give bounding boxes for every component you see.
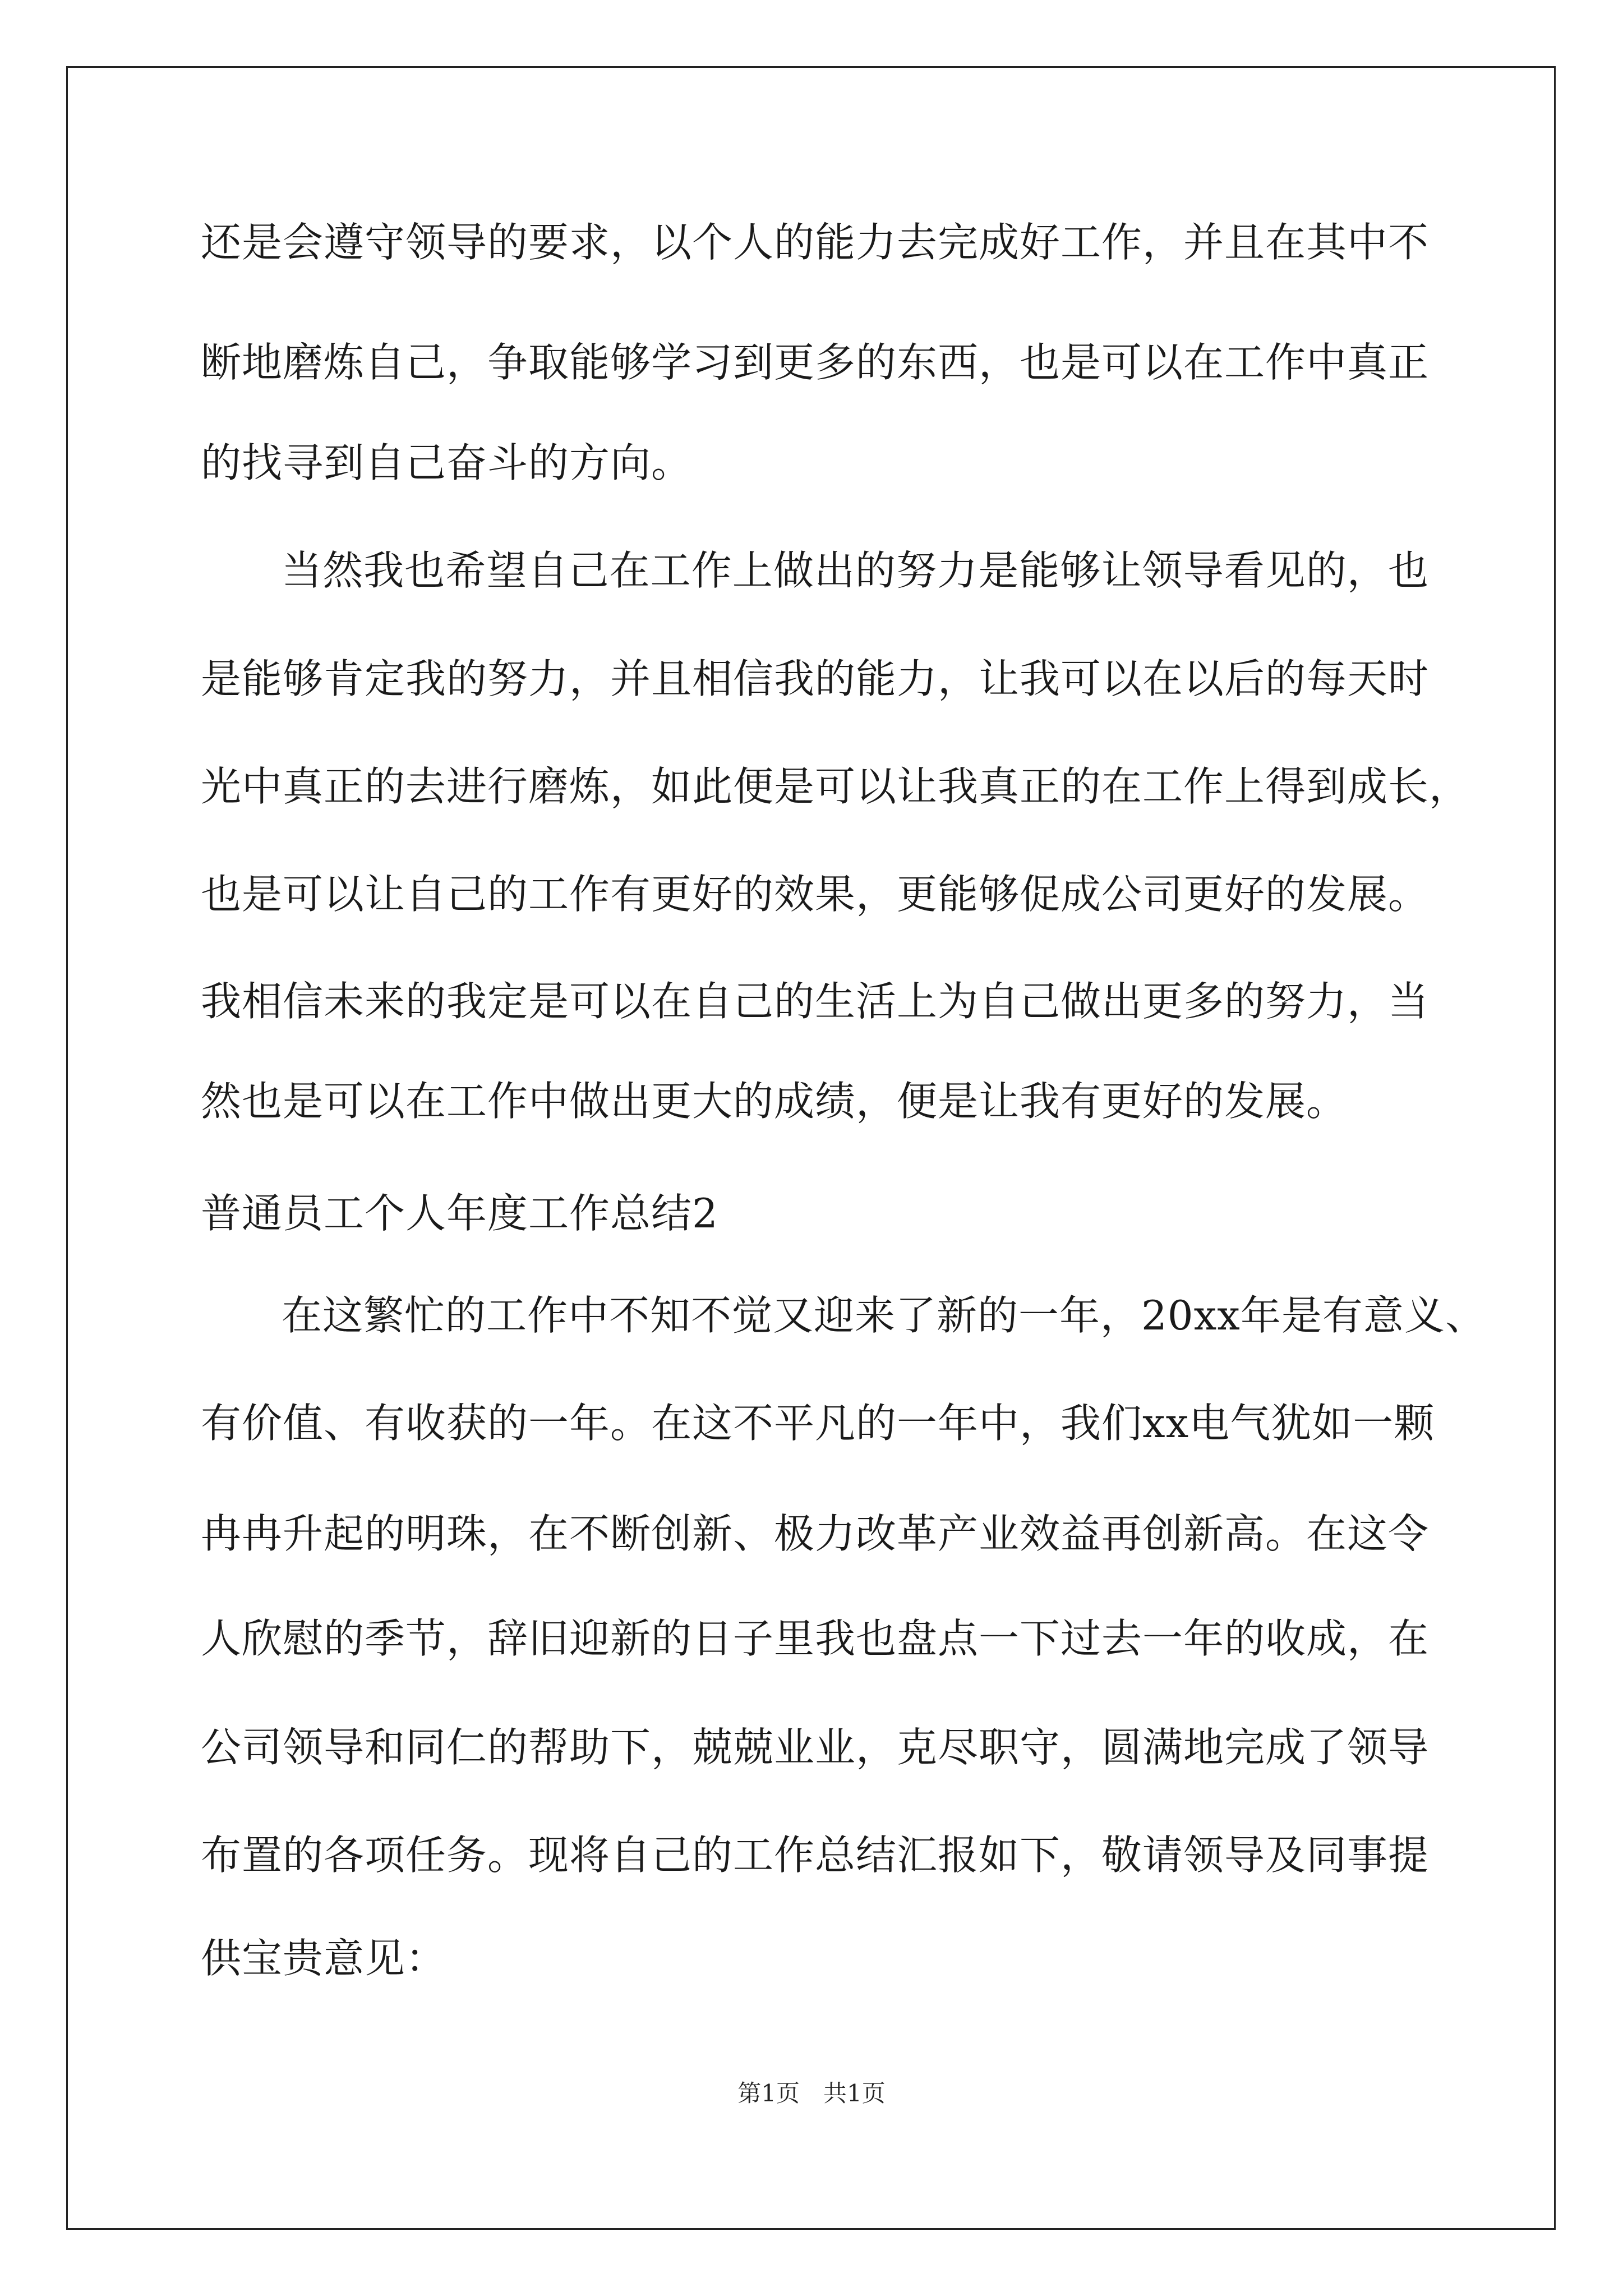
paragraph-3-line-4: 人欣慰的季节，辞旧迎新的日子里我也盘点一下过去一年的收成，在 (201, 1615, 1430, 1662)
paragraph-2-line-1: 当然我也希望自己在工作上做出的努力是能够让领导看见的，也 (282, 547, 1429, 594)
paragraph-1-line-1: 还是会遵守领导的要求，以个人的能力去完成好工作，并且在其中不 (201, 219, 1430, 266)
paragraph-3-line-6: 布置的各项任务。现将自己的工作总结汇报如下，敬请领导及同事提 (201, 1832, 1430, 1879)
paragraph-3-line-7: 供宝贵意见： (201, 1935, 447, 1982)
paragraph-2-line-5: 我相信未来的我定是可以在自己的生活上为自己做出更多的努力，当 (201, 978, 1430, 1025)
paragraph-2-line-3: 光中真正的去进行磨炼，如此便是可以让我真正的在工作上得到成长， (201, 763, 1470, 810)
paragraph-1-line-2: 断地磨炼自己，争取能够学习到更多的东西，也是可以在工作中真正 (201, 339, 1430, 386)
paragraph-3-line-2: 有价值、有收获的一年。在这不平凡的一年中，我们xx电气犹如一颗 (201, 1400, 1435, 1447)
paragraph-2-line-4: 也是可以让自己的工作有更好的效果，更能够促成公司更好的发展。 (201, 871, 1430, 918)
paragraph-2-line-2: 是能够肯定我的努力，并且相信我的能力，让我可以在以后的每天时 (201, 655, 1430, 702)
paragraph-2-line-6: 然也是可以在工作中做出更大的成绩，便是让我有更好的发展。 (201, 1078, 1348, 1125)
page-border (66, 66, 1556, 2230)
paragraph-1-line-3: 的找寻到自己奋斗的方向。 (201, 439, 693, 486)
section-heading: 普通员工个人年度工作总结2 (201, 1190, 718, 1237)
paragraph-3-line-3: 冉冉升起的明珠，在不断创新、极力改革产业效益再创新高。在这令 (201, 1510, 1430, 1557)
paragraph-3-line-1: 在这繁忙的工作中不知不觉又迎来了新的一年，20xx年是有意义、 (282, 1292, 1486, 1339)
paragraph-3-line-5: 公司领导和同仁的帮助下，兢兢业业，克尽职守，圆满地完成了领导 (201, 1724, 1430, 1771)
page-number-footer: 第1页 共1页 (737, 2079, 886, 2107)
